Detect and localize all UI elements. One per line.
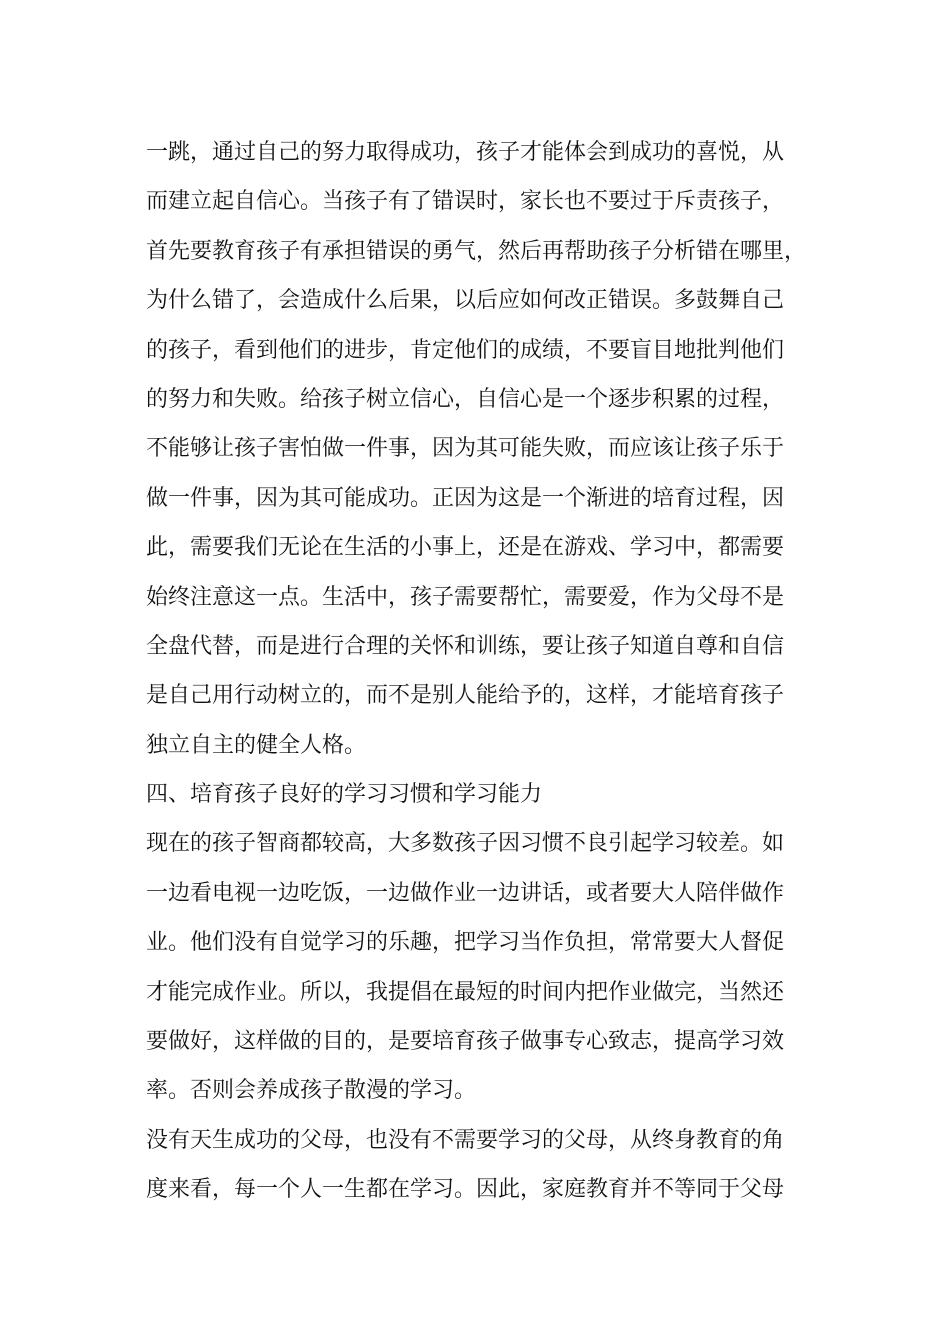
text-line: 的努力和失败。给孩子树立信心，自信心是一个逐步积累的过程， — [146, 386, 785, 412]
text-line: 没有天生成功的父母，也没有不需要学习的父母，从终身教育的角 — [146, 1127, 785, 1153]
text-line: 的孩子，看到他们的进步，肯定他们的成绩，不要盲目地批判他们 — [146, 337, 785, 363]
text-line: 不能够让孩子害怕做一件事，因为其可能失败，而应该让孩子乐于 — [146, 436, 785, 462]
text-line: 全盘代替，而是进行合理的关怀和训练，要让孩子知道自尊和自信 — [146, 633, 785, 659]
text-line: 一跳，通过自己的努力取得成功，孩子才能体会到成功的喜悦，从 — [146, 140, 785, 165]
text-line: 率。否则会养成孩子散漫的学习。 — [146, 1078, 477, 1104]
text-line: 此，需要我们无论在生活的小事上，还是在游戏、学习中，都需要 — [146, 535, 785, 561]
text-line: 业。他们没有自觉学习的乐趣，把学习当作负担，常常要大人督促 — [146, 930, 785, 956]
text-line: 做一件事，因为其可能成功。正因为这是一个渐进的培育过程，因 — [146, 485, 785, 511]
text-line: 始终注意这一点。生活中，孩子需要帮忙，需要爱，作为父母不是 — [146, 584, 785, 610]
text-line: 而建立起自信心。当孩子有了错误时，家长也不要过于斥责孩子， — [146, 189, 785, 215]
text-line: 度来看，每一个人一生都在学习。因此，家庭教育并不等同于父母 — [146, 1177, 785, 1203]
text-line: 才能完成作业。所以，我提倡在最短的时间内把作业做完，当然还 — [146, 979, 785, 1005]
text-line: 现在的孩子智商都较高，大多数孩子因习惯不良引起学习较差。如 — [146, 831, 785, 857]
text-line: 为什么错了，会造成什么后果，以后应如何改正错误。多鼓舞自己 — [146, 288, 785, 314]
text-line: 首先要教育孩子有承担错误的勇气，然后再帮助孩子分析错在哪里， — [146, 238, 807, 264]
text-line: 要做好，这样做的目的，是要培育孩子做事专心致志，提高学习效 — [146, 1029, 785, 1055]
body-text — [146, 128, 836, 1215]
text-line: 独立自主的健全人格。 — [146, 732, 367, 758]
text-line: 一边看电视一边吃饭，一边做作业一边讲话，或者要大人陪伴做作 — [146, 880, 785, 906]
section-heading: 四、培育孩子良好的学习习惯和学习能力 — [146, 782, 543, 808]
text-line: 是自己用行动树立的，而不是别人能给予的，这样，才能培育孩子 — [146, 683, 785, 709]
